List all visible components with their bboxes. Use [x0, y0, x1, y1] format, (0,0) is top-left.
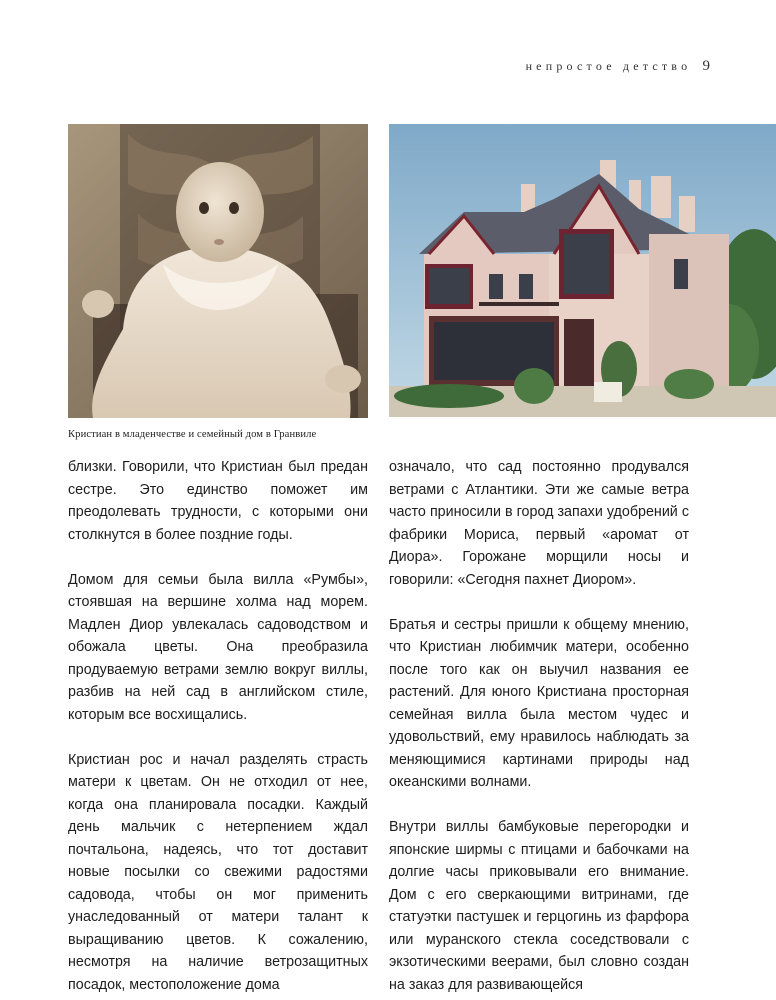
villa-photo — [389, 124, 776, 417]
paragraph: Братья и сестры пришли к общему мнению, что Кристиан любимчик матери, особенно после того как он выучил названия ее растений. Для юного Кристиана просторная семейная вилла была местом чудес и удовольствий, ему нравилось наблюдать за меняющимися картинами природы над океанскими волнами. — [389, 616, 689, 790]
baby-portrait-photo — [68, 124, 368, 418]
running-head — [526, 58, 710, 75]
paragraph: означало, что сад постоянно продувался ветрами с Атлантики. Эти же самые ветра часто приносили в город запахи удобрений с фабрики Мориса, первый «аромат от Диора». Горожане морщили носы и говорили: «Сегодня пахнет Диором». — [389, 459, 689, 588]
right-column — [389, 456, 689, 996]
paragraph: Кристиан рос и начал разделять страсть матери к цветам. Он не отходил от нее, когда она планировала посадки. Каждый день мальчик с нетерпением ждал почтальона, надеясь, что тот доставит новые посылки со свежими радостями садовода, чтобы он мог применить унаследованный от матери талант к выращиванию цветов. К сожалению, несмотря на наличие ветрозащитных посадок, местоположение дома — [68, 751, 368, 993]
paragraph: Внутри виллы бамбуковые перегородки и японские ширмы с птицами и бабочками на долгие часы приковывали его внимание. Дом с его сверкающими витринами, где статуэтки пастушек и герцогинь из фарфора или муранского стекла соседствовали с экзотическими веерами, был словно создан на заказ для развивающейся — [389, 819, 689, 993]
left-column — [68, 456, 368, 996]
paragraph: близки. Говорили, что Кристиан был предан сестре. Это единство поможет им преодолевать трудности, с которыми они столкнутся в более поздние годы. — [68, 459, 368, 543]
figure-caption: Кристиан в младенчестве и семейный дом в Гранвиле — [68, 429, 317, 440]
villa-icon — [389, 124, 776, 417]
baby-portrait-icon — [68, 124, 368, 418]
paragraph: Домом для семьи была вилла «Румбы», стоявшая на вершине холма над морем. Мадлен Диор увлекалась садоводством и обожала цветы. Она преобразила продуваемую ветрами землю вокруг виллы, разбив на ней сад в английском стиле, которым все восхищались. — [68, 571, 368, 723]
page-number: 9 — [702, 58, 710, 74]
chapter-title: непростое детство — [525, 59, 692, 73]
